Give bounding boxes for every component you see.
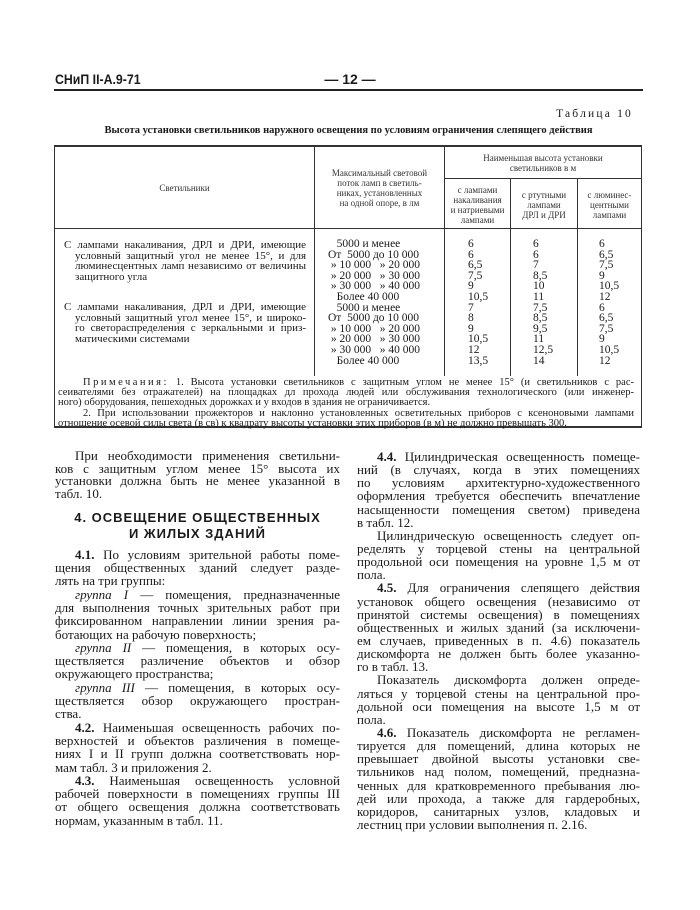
- line-text: тируется для помещений, длина которых не: [357, 738, 640, 754]
- line-text: пола.: [357, 567, 386, 583]
- line-text: коридоров, санитарных узлов, кладовых и: [357, 803, 640, 819]
- text-line: [55, 561, 340, 574]
- text-line: [55, 628, 340, 641]
- line-text: Для ограничения слепящего действия: [396, 580, 640, 596]
- line-text: При необходимости применения светильни-: [75, 448, 340, 463]
- line-text: По условиям зрительной работы поме-: [94, 546, 340, 562]
- text-line: [55, 488, 340, 501]
- height-value: 8: [468, 312, 474, 325]
- line-text: Цилиндрическую освещенность следует оп-: [377, 527, 640, 543]
- flux-range: » 10 000 » 20 000: [328, 322, 420, 335]
- subheader-3: [578, 190, 641, 220]
- height-value: 13,5: [468, 354, 489, 367]
- line-text: — помещения, в которых осу-: [134, 679, 340, 695]
- column-divider: [510, 229, 511, 376]
- paragraph: [357, 450, 640, 529]
- table-10: [54, 145, 642, 428]
- paragraph: [357, 529, 640, 582]
- line-text: окружающего пространства;: [55, 666, 214, 682]
- paragraph-number: 4.3.: [75, 772, 95, 788]
- flux-range: Более 40 000: [328, 354, 400, 367]
- height-value: 6: [533, 238, 539, 250]
- height-value: 9: [468, 280, 474, 293]
- text-line: [55, 774, 340, 787]
- line-text: ниях I и II групп должна соответствовать нор-: [55, 746, 340, 762]
- description-line: го светораспределения с зеркальными и приз-: [75, 322, 306, 335]
- paragraph: [55, 681, 340, 721]
- flux-range: От 5000 до 10 000: [328, 312, 420, 325]
- right-column: [357, 450, 640, 831]
- height-value: 7,5: [599, 322, 614, 335]
- line-text: ляться у торцевой стены на центральной про-: [357, 685, 640, 701]
- height-value: 10,5: [468, 333, 489, 346]
- line-text: лестниц при условии выполнения п. 2.16.: [357, 816, 588, 832]
- height-value: 6: [599, 301, 605, 314]
- subheader-line: центными: [590, 200, 629, 210]
- description-line: люминесцентных ламп независимо от величины: [75, 260, 306, 273]
- line-text: щения общественных зданий следует разде-: [55, 560, 340, 576]
- paragraph: [357, 673, 640, 726]
- flux-range: » 30 000 » 40 000: [328, 344, 420, 356]
- height-value: 7,5: [533, 301, 548, 314]
- note-text: сеивателями без отражателей) на площадках дл прохода людей или обслуживания технологического (или инженер-: [58, 387, 634, 399]
- line-text: фиксированном направлении линии зрения ра-: [55, 613, 340, 629]
- paragraph-number: 4.2.: [75, 719, 95, 735]
- note-text: ного) оборудования, пешеходных дорожках и у входов в здания не ограничивается.: [58, 397, 431, 409]
- flux-range: Более 40 000: [328, 291, 400, 303]
- line-text: Наименьшая освещенность условной: [94, 772, 340, 788]
- heading-line: И ЖИЛЫХ ЗДАНИЙ: [128, 525, 267, 541]
- text-line: [55, 787, 340, 800]
- line-text: Цилиндрическая освещенность помеще-: [396, 449, 640, 464]
- height-value: 6,5: [599, 248, 614, 261]
- line-text: в табл. 12.: [357, 514, 414, 530]
- line-text: дискомфорта не должен быть более указанно-: [357, 646, 640, 662]
- text-line: [55, 574, 340, 587]
- header-flux: [315, 168, 444, 208]
- description-line: условный защитный угол менее 15°, и широко-: [75, 311, 306, 324]
- subheader-1: [445, 185, 510, 225]
- line-text: общественных и жилых зданий (за исключени-: [357, 619, 640, 635]
- group-description: [64, 302, 306, 345]
- text-line: [55, 721, 340, 734]
- text-line: [55, 747, 340, 760]
- paragraph-number: 4.4.: [377, 449, 397, 464]
- line-text: продольной оси помещения на уровне 1,5 м от: [357, 554, 640, 570]
- line-text: ков с защитным углом менее 15° высота их: [55, 460, 340, 476]
- header-rule: [55, 228, 641, 229]
- table-notes: [58, 378, 634, 429]
- height-value: 7: [533, 259, 539, 272]
- height-value: 6: [533, 248, 539, 261]
- subheader-line: ДРЛ и ДРИ: [522, 210, 566, 220]
- header-group-line: светильников в м: [509, 163, 577, 173]
- header-flux-line: Максимальный световой: [331, 168, 428, 178]
- header-luminaires: Светильники: [159, 183, 210, 193]
- paragraph: [55, 641, 340, 681]
- paragraph: [55, 450, 340, 501]
- flux-range: » 20 000 » 30 000: [328, 269, 420, 282]
- description-line: условный защитный угол не менее 15°, и для: [75, 249, 306, 262]
- line-text: — помещения, предназначенные: [128, 586, 340, 602]
- line-text: дей или прохода, а также для гардеробных,: [357, 790, 640, 806]
- text-line: [55, 800, 340, 813]
- header-flux-line: на одной опоре, в лм: [339, 198, 420, 208]
- height-value: 9: [599, 333, 605, 346]
- subheader-line: с лампами: [457, 185, 498, 195]
- height-value: 9: [468, 322, 474, 335]
- subheader-line: с люминес-: [587, 190, 632, 200]
- paragraph: [55, 774, 340, 827]
- line-text: установки должна быть не менее указанной в: [55, 473, 340, 489]
- note-text: 1. Высота установки светильников с защитным углом не менее 15° (и светильников с рас-: [168, 377, 634, 388]
- line-text: для выполнения точных зрительных работ при: [55, 600, 340, 615]
- line-text: дольной оси помещения на высоте 1,5 м от: [357, 698, 640, 714]
- note-line: [58, 419, 634, 429]
- line-text: Показатель дискомфорта не регламен-: [396, 724, 640, 740]
- line-text: тильников над полом, помещений, предназна-: [357, 764, 640, 780]
- header-min-height: [445, 153, 641, 173]
- height-value: 10: [533, 280, 545, 293]
- line-text: ний (в случаях, когда в этих помещениях: [357, 462, 640, 478]
- line-text: ределять у торцевой стены на центральной: [357, 540, 640, 556]
- paragraph: [55, 721, 340, 774]
- paragraph-number: группа II: [75, 639, 132, 655]
- line-text: лять на три группы:: [55, 573, 166, 589]
- height-value: 9: [599, 269, 605, 282]
- paragraph: [55, 548, 340, 588]
- text-line: [55, 588, 340, 601]
- height-value: 10,5: [468, 291, 489, 303]
- line-text: оформления требуется обеспечить впечатление: [357, 488, 640, 504]
- section-heading: [55, 510, 340, 542]
- line-text: го в табл. 13.: [357, 659, 429, 675]
- text-line: [55, 548, 340, 561]
- page-number: — 12 —: [324, 71, 376, 87]
- document-code: СНиП II-А.9-71: [55, 71, 141, 87]
- line-text: ботающих на рабочую поверхность;: [55, 626, 257, 642]
- paragraph-number: 4.5.: [377, 580, 397, 596]
- paragraph-number: 4.6.: [377, 724, 397, 740]
- description-line: С лампами накаливания, ДРЛ и ДРИ, имеющие: [64, 239, 306, 251]
- table-title: Высота установки светильников наружного освещения по условиям ограничения слепящего действия: [104, 125, 593, 136]
- column-divider: [444, 229, 445, 376]
- height-value: 10,5: [599, 344, 620, 356]
- flux-range: » 30 000 » 40 000: [328, 280, 420, 293]
- note-text: отношение осевой силы света (в св) к квадрату высоты установки этих приборов (в м) не должно превышать 300.: [58, 417, 567, 429]
- height-value: 12,5: [533, 344, 554, 356]
- height-value: 12: [599, 354, 611, 367]
- heading-line: 4. ОСВЕЩЕНИЕ ОБЩЕСТВЕННЫХ: [74, 509, 321, 525]
- subheader-line: с ртутными: [521, 190, 567, 200]
- line-text: насыщенности помещения светом) приведена: [357, 501, 640, 517]
- header-flux-line: никах, установленных: [336, 188, 423, 198]
- text-line: [55, 667, 340, 680]
- note-text: 2. При использовании прожекторов и наклонно установленных осветительных приборов с ксеноновыми лампами: [83, 407, 634, 419]
- height-value: 7,5: [599, 259, 614, 272]
- subheader-line: лампами: [460, 215, 495, 225]
- height-value: 9,5: [533, 322, 548, 335]
- height-value: 12: [599, 291, 611, 303]
- text-line: [55, 601, 340, 614]
- height-value: 8,5: [533, 269, 548, 282]
- height-value: 14: [533, 354, 545, 367]
- height-value: 6: [468, 248, 474, 261]
- paragraph: [55, 588, 340, 641]
- line-text: установок общего освещения (независимо от: [357, 593, 640, 609]
- description-line: матическими системами: [75, 333, 190, 346]
- flux-range: 5000 и менее: [328, 301, 401, 314]
- text-line: [55, 694, 340, 707]
- header-rule: [54, 89, 643, 91]
- description-line: С лампами накаливания, ДРЛ и ДРИ, имеющие: [64, 301, 306, 313]
- line-text: ченных для кратковременного пребывания лю-: [357, 777, 640, 793]
- subheader-line: лампами: [527, 200, 561, 210]
- left-column: [55, 450, 340, 827]
- paragraph-number: группа I: [75, 586, 129, 602]
- group-description: [64, 240, 306, 283]
- description-line: защитного угла: [75, 271, 148, 284]
- column-divider: [577, 229, 578, 376]
- text-line: [55, 707, 340, 720]
- height-value: 6: [599, 238, 605, 250]
- subheader-2: [511, 190, 577, 220]
- height-value: 11: [533, 291, 545, 303]
- height-value: 8,5: [533, 312, 548, 325]
- line-text: Показатель дискомфорта должен опреде-: [377, 672, 640, 688]
- height-value: 6: [468, 238, 474, 250]
- line-text: ществляется обзор окружающего простран-: [55, 693, 340, 709]
- table-label: Таблица 10: [556, 108, 633, 120]
- line-text: верхностей и объектов различения в помеще-: [55, 732, 340, 748]
- text-line: [55, 681, 340, 694]
- height-value: 11: [533, 333, 545, 346]
- line-text: ществляется различение объектов и обзор: [55, 653, 340, 669]
- subheader-rule: [444, 178, 641, 179]
- line-text: табл. 10.: [55, 486, 103, 502]
- height-value: 6,5: [468, 259, 483, 272]
- text-line: [55, 614, 340, 627]
- line-text: по условиям архитектурно-художественного: [357, 475, 640, 491]
- flux-range: От 5000 до 10 000: [328, 248, 420, 261]
- line-text: ства.: [55, 706, 82, 722]
- height-value: 6,5: [599, 312, 614, 325]
- line-text: превышает двойной высоты установки све-: [357, 751, 640, 767]
- subheader-line: лампами: [592, 210, 627, 220]
- text-line: [55, 654, 340, 667]
- line-text: от общего освещения должна соответствовать: [55, 799, 340, 815]
- flux-range: 5000 и менее: [328, 238, 401, 250]
- paragraph: [357, 726, 640, 831]
- flux-range: » 10 000 » 20 000: [328, 259, 420, 272]
- text-line: [357, 555, 640, 568]
- line-text: мам табл. 3 и приложения 2.: [55, 759, 212, 775]
- line-text: ем случаев, приведенных в п. 4.6) показатель: [357, 632, 640, 648]
- text-line: [55, 814, 340, 827]
- height-value: 10,5: [599, 280, 620, 293]
- column-divider: [314, 229, 315, 376]
- header-group-line: Наименьшая высота установки: [483, 153, 603, 163]
- text-line: [357, 818, 640, 831]
- paragraph-number: группа III: [75, 679, 135, 695]
- text-line: [55, 641, 340, 654]
- notes-label: Примечания:: [83, 377, 169, 388]
- paragraph-number: 4.1.: [75, 546, 95, 562]
- height-value: 7,5: [468, 269, 483, 282]
- line-text: пола.: [357, 711, 386, 727]
- flux-range: » 20 000 » 30 000: [328, 333, 420, 346]
- line-text: нормам, указанным в табл. 11.: [55, 812, 223, 828]
- text-line: [55, 734, 340, 747]
- height-value: 7: [468, 301, 474, 314]
- line-text: рабочей поверхности в помещениях группы III: [55, 786, 340, 802]
- subheader-line: и натриевыми: [450, 205, 505, 215]
- subheader-line: накаливания: [453, 195, 502, 205]
- text-line: [357, 700, 640, 713]
- line-text: Наименьшая освещенность рабочих по-: [94, 719, 340, 735]
- line-text: принятой системы освещения) в помещениях: [357, 606, 640, 622]
- paragraph: [357, 581, 640, 673]
- header-flux-line: поток ламп в светиль-: [337, 178, 422, 188]
- height-value: 12: [468, 344, 480, 356]
- text-line: [55, 761, 340, 774]
- line-text: — помещения, в которых осу-: [131, 639, 340, 655]
